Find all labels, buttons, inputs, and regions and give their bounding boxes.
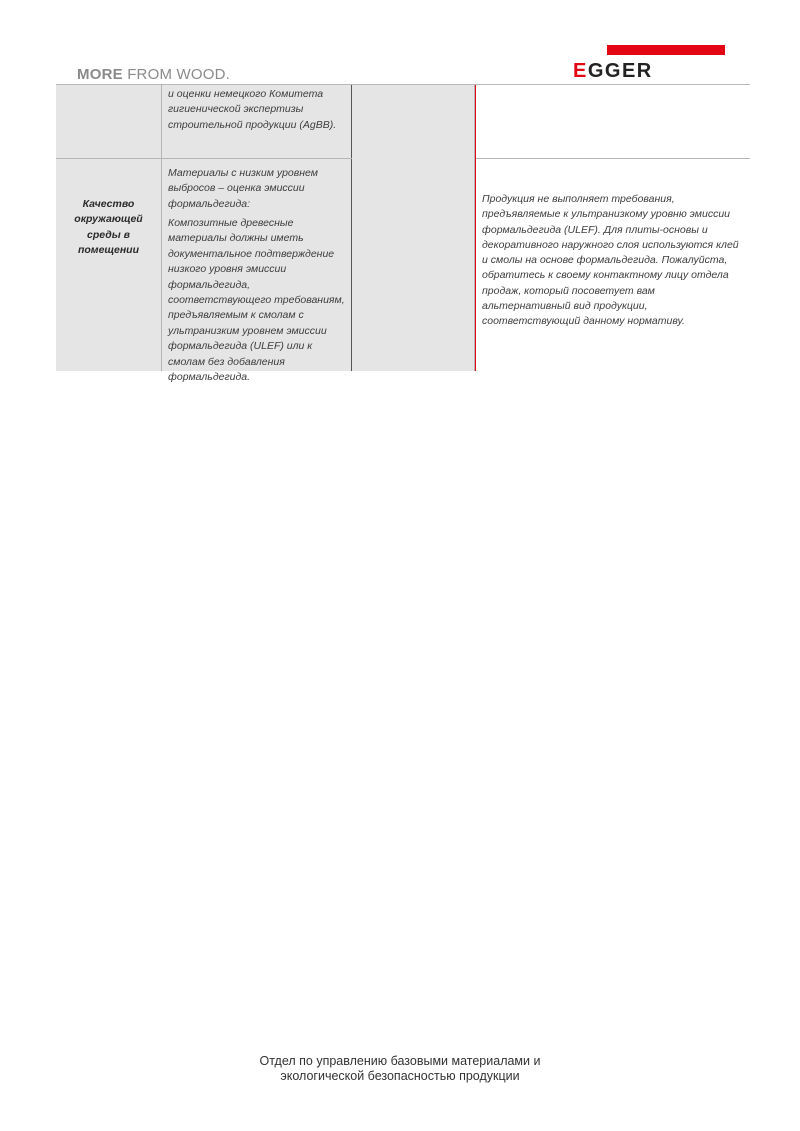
requirement-description: Композитные древесные материалы должны иметь документальное подтверждение низкого уровня эмиссии формальдегида, соответствующего требованиям, предъявляемым к смолам с ультранизким уровнем эмиссии формальдегида (ULEF) или к смолам без добавления формальдегида. [168,217,345,384]
compliance-comment: Продукция не выполняет требования, предъявляемые к ультранизкому уровню эмиссии формальдегида (ULEF). Для плиты-основы и декоративного наружного слоя используются клей и смолы на основе формальдегида. Пожалуйста, обратитесь к своему контактному лицу отдела продаж, который посоветует вам альтернативный вид продукции, соответствующий данному нормативу. [482,193,739,328]
egger-logo [573,45,725,81]
table-cell-label-row1 [56,85,161,158]
table-divider [161,85,162,371]
footer-line-1: Отдел по управлению базовыми материалами и [259,1054,541,1068]
requirement-text-continued: и оценки немецкого Комитета гигиенической экспертизы строительной продукции (AgBB). [168,88,337,131]
slogan-light: FROM WOOD. [127,66,231,83]
table-row-divider [56,158,352,159]
requirement-heading: Материалы с низким уровнем выбросов – оценка эмиссии формальдегида: [168,167,318,210]
slogan [77,66,230,83]
table-divider-accent [475,85,476,371]
logo-red-bar [607,45,725,55]
table-cell-label-row2 [56,158,161,371]
slogan-bold: MORE [77,66,123,83]
logo-wordmark [573,61,653,81]
table-row-divider [476,158,750,159]
table-cell-status [352,85,474,371]
logo-rest: GGER [587,60,653,82]
footer-line-2: экологической безопасностью продукции [280,1069,520,1083]
row-label-indoor-environment: Качество окружающей среды в помещении [74,198,143,257]
page-footer [200,1054,600,1084]
logo-first-letter: E [573,60,588,82]
table-divider [351,85,352,371]
